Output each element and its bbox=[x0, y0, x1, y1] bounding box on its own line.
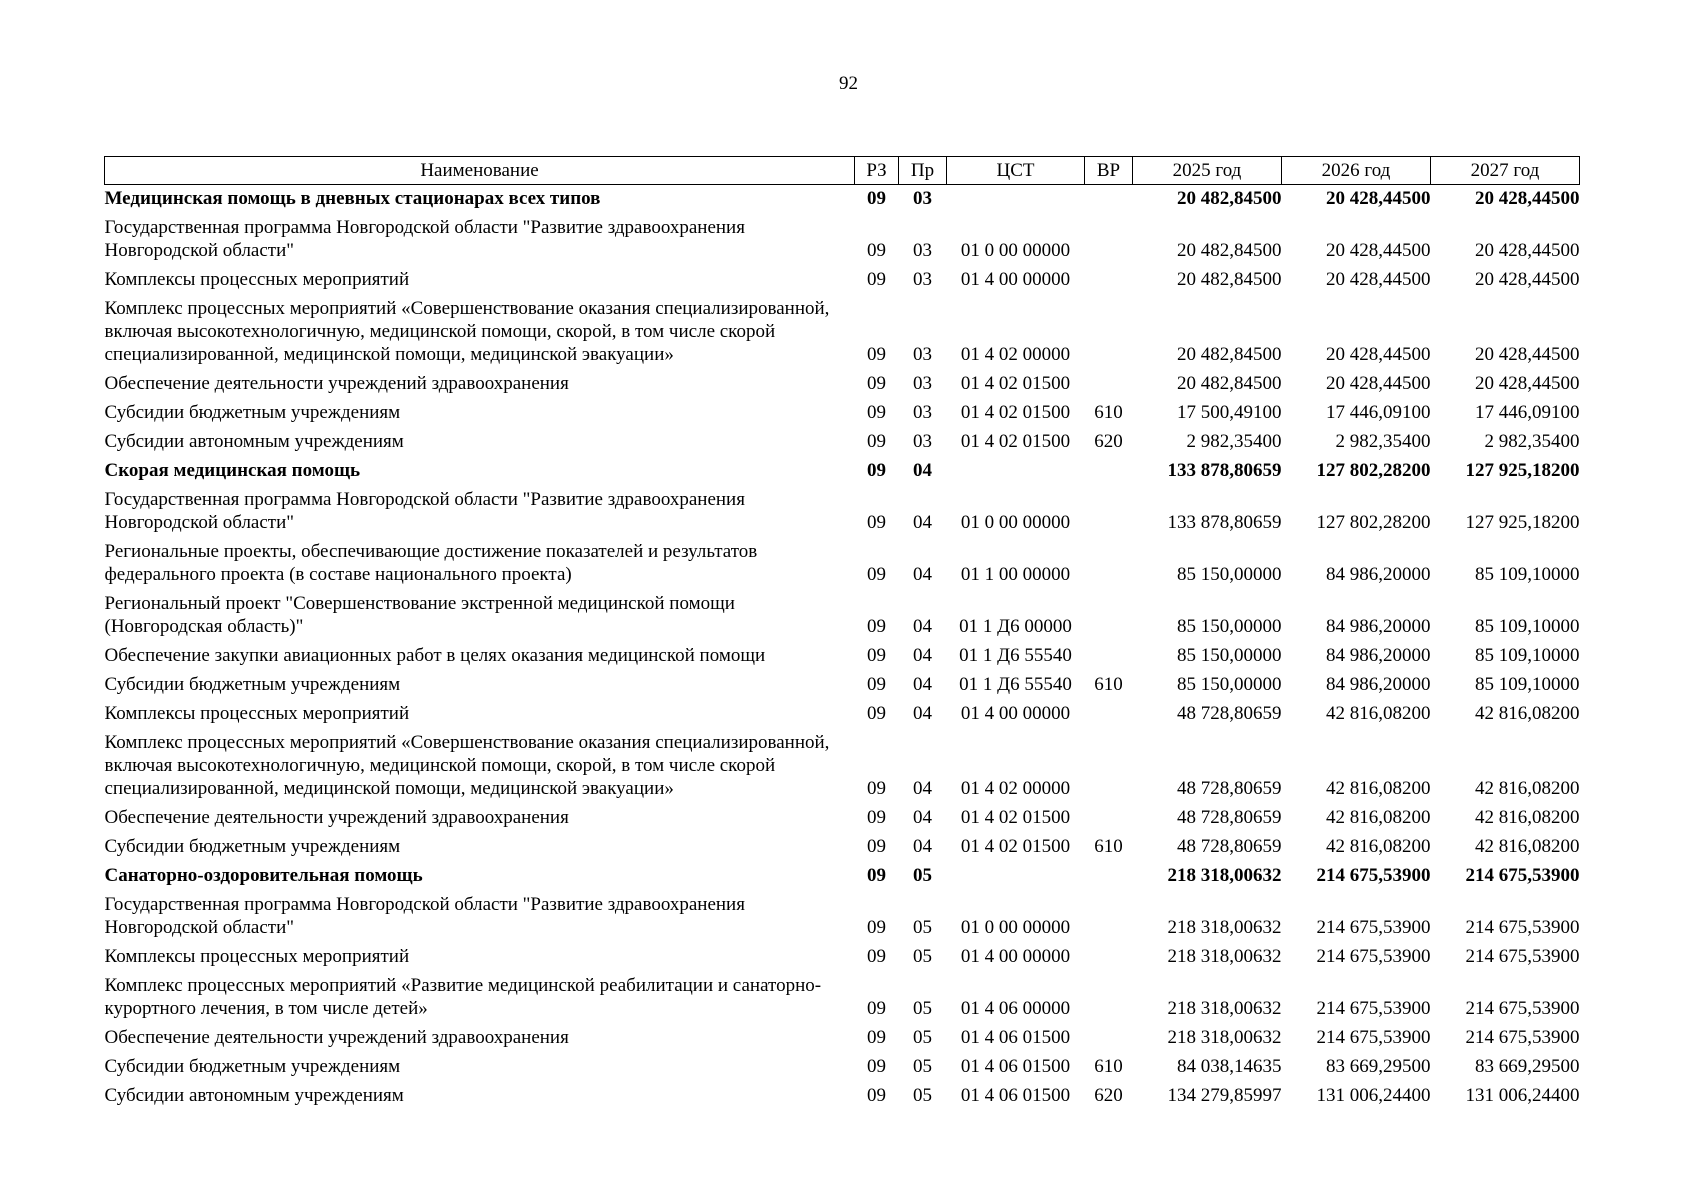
row-name: Комплекс процессных мероприятий «Совершенствование оказания специализированной, включая высокотехнологичную, медицинской помощи, скорой, в том числе скорой специализированной, медицинской помощи, медицинской эвакуации» bbox=[104, 732, 830, 799]
table-row bbox=[105, 972, 1580, 1024]
row-cst: 01 4 06 00000 bbox=[960, 998, 1071, 1019]
row-amount-2025: 85 150,00000 bbox=[1177, 616, 1282, 637]
row-name: Региональный проект "Совершенствование экстренной медицинской помощи (Новгородская область)" bbox=[104, 593, 735, 637]
row-pr: 04 bbox=[913, 564, 932, 585]
row-cst: 01 1 Д6 55540 bbox=[959, 674, 1072, 695]
header-name: Наименование bbox=[105, 157, 855, 185]
row-amount-2027: 17 446,09100 bbox=[1475, 402, 1580, 423]
table-row-section bbox=[105, 862, 1580, 891]
row-cst: 01 0 00 00000 bbox=[960, 240, 1071, 261]
table-row bbox=[105, 370, 1580, 399]
row-name: Государственная программа Новгородской области "Развитие здравоохранения Новгородской области" bbox=[104, 489, 745, 533]
row-amount-2027: 20 428,44500 bbox=[1475, 240, 1580, 261]
row-vr bbox=[1085, 370, 1133, 399]
row-rz: 09 bbox=[867, 1085, 886, 1106]
row-vr bbox=[1085, 295, 1133, 370]
row-name: Комплексы процессных мероприятий bbox=[104, 946, 410, 967]
row-amount-2026: 20 428,44500 bbox=[1326, 188, 1431, 209]
row-vr bbox=[1085, 972, 1133, 1024]
row-amount-2027: 83 669,29500 bbox=[1475, 1056, 1580, 1077]
row-pr: 05 bbox=[913, 1085, 932, 1106]
row-amount-2025: 133 878,80659 bbox=[1167, 460, 1282, 481]
row-cst: 01 4 02 01500 bbox=[960, 807, 1071, 828]
row-amount-2026: 84 986,20000 bbox=[1326, 564, 1431, 585]
row-cst: 01 1 00 00000 bbox=[960, 564, 1071, 585]
row-amount-2027: 214 675,53900 bbox=[1465, 998, 1580, 1019]
row-rz: 09 bbox=[867, 188, 886, 209]
row-vr bbox=[1085, 1024, 1133, 1053]
row-vr bbox=[1085, 266, 1133, 295]
row-vr: 620 bbox=[1094, 1085, 1123, 1106]
table-row-section bbox=[105, 185, 1580, 215]
table-row bbox=[105, 538, 1580, 590]
row-cst: 01 4 02 00000 bbox=[960, 778, 1071, 799]
row-name: Субсидии бюджетным учреждениям bbox=[104, 1056, 401, 1077]
row-name: Субсидии бюджетным учреждениям bbox=[104, 402, 401, 423]
row-amount-2025: 48 728,80659 bbox=[1177, 703, 1282, 724]
row-pr: 05 bbox=[913, 998, 932, 1019]
row-amount-2027: 127 925,18200 bbox=[1465, 460, 1580, 481]
row-amount-2027: 42 816,08200 bbox=[1475, 807, 1580, 828]
row-amount-2027: 20 428,44500 bbox=[1475, 269, 1580, 290]
row-rz: 09 bbox=[867, 616, 886, 637]
row-amount-2026: 42 816,08200 bbox=[1326, 703, 1431, 724]
row-amount-2026: 83 669,29500 bbox=[1326, 1056, 1431, 1077]
row-amount-2026: 2 982,35400 bbox=[1335, 431, 1431, 452]
row-amount-2027: 127 925,18200 bbox=[1465, 512, 1580, 533]
row-amount-2027: 42 816,08200 bbox=[1475, 703, 1580, 724]
table-row bbox=[105, 804, 1580, 833]
row-vr: 610 bbox=[1094, 836, 1123, 857]
row-vr bbox=[1085, 214, 1133, 266]
table-row bbox=[105, 700, 1580, 729]
row-rz: 09 bbox=[867, 946, 886, 967]
row-name: Региональные проекты, обеспечивающие достижение показателей и результатов федерального проекта (в составе национального проекта) bbox=[104, 541, 758, 585]
row-amount-2026: 127 802,28200 bbox=[1316, 460, 1431, 481]
row-cst: 01 4 00 00000 bbox=[960, 269, 1071, 290]
row-rz: 09 bbox=[867, 998, 886, 1019]
row-amount-2026: 214 675,53900 bbox=[1316, 998, 1431, 1019]
row-cst bbox=[947, 862, 1085, 891]
row-cst: 01 4 02 01500 bbox=[960, 431, 1071, 452]
row-amount-2025: 20 482,84500 bbox=[1177, 269, 1282, 290]
row-rz: 09 bbox=[867, 402, 886, 423]
row-cst bbox=[947, 457, 1085, 486]
row-vr: 620 bbox=[1094, 431, 1123, 452]
row-amount-2027: 42 816,08200 bbox=[1475, 778, 1580, 799]
row-name: Обеспечение деятельности учреждений здравоохранения bbox=[104, 807, 569, 828]
row-vr: 610 bbox=[1094, 674, 1123, 695]
row-rz: 09 bbox=[867, 836, 886, 857]
row-cst: 01 4 06 01500 bbox=[960, 1056, 1071, 1077]
row-rz: 09 bbox=[867, 917, 886, 938]
row-amount-2027: 85 109,10000 bbox=[1475, 564, 1580, 585]
row-amount-2025: 2 982,35400 bbox=[1186, 431, 1282, 452]
row-name: Субсидии бюджетным учреждениям bbox=[104, 674, 401, 695]
row-cst: 01 4 06 01500 bbox=[960, 1027, 1071, 1048]
row-cst: 01 4 06 01500 bbox=[960, 1085, 1071, 1106]
row-amount-2027: 85 109,10000 bbox=[1475, 645, 1580, 666]
row-amount-2026: 214 675,53900 bbox=[1316, 946, 1431, 967]
row-amount-2025: 85 150,00000 bbox=[1177, 645, 1282, 666]
row-pr: 03 bbox=[913, 431, 932, 452]
row-amount-2027: 214 675,53900 bbox=[1465, 946, 1580, 967]
row-pr: 03 bbox=[913, 188, 932, 209]
row-amount-2026: 20 428,44500 bbox=[1326, 373, 1431, 394]
table-row bbox=[105, 295, 1580, 370]
row-pr: 05 bbox=[913, 1027, 932, 1048]
row-rz: 09 bbox=[867, 674, 886, 695]
row-rz: 09 bbox=[867, 344, 886, 365]
row-name: Комплексы процессных мероприятий bbox=[104, 703, 410, 724]
row-pr: 04 bbox=[913, 460, 932, 481]
row-amount-2026: 214 675,53900 bbox=[1316, 917, 1431, 938]
row-amount-2027: 131 006,24400 bbox=[1465, 1085, 1580, 1106]
row-rz: 09 bbox=[867, 1027, 886, 1048]
row-cst: 01 4 02 01500 bbox=[960, 373, 1071, 394]
row-pr: 04 bbox=[913, 703, 932, 724]
row-name: Обеспечение деятельности учреждений здравоохранения bbox=[104, 1027, 569, 1048]
row-vr bbox=[1085, 804, 1133, 833]
row-vr bbox=[1085, 943, 1133, 972]
table-row bbox=[105, 214, 1580, 266]
row-name: Комплекс процессных мероприятий «Развитие медицинской реабилитации и санаторно-курортного лечения, в том числе детей» bbox=[104, 975, 822, 1019]
row-pr: 05 bbox=[913, 1056, 932, 1077]
row-amount-2025: 218 318,00632 bbox=[1167, 998, 1282, 1019]
row-amount-2026: 84 986,20000 bbox=[1326, 616, 1431, 637]
row-rz: 09 bbox=[867, 645, 886, 666]
row-amount-2025: 85 150,00000 bbox=[1177, 564, 1282, 585]
row-vr bbox=[1085, 457, 1133, 486]
row-cst bbox=[947, 185, 1085, 215]
row-amount-2025: 20 482,84500 bbox=[1177, 344, 1282, 365]
header-2025: 2025 год bbox=[1133, 157, 1282, 185]
row-amount-2026: 127 802,28200 bbox=[1316, 512, 1431, 533]
row-amount-2026: 42 816,08200 bbox=[1326, 807, 1431, 828]
row-amount-2027: 20 428,44500 bbox=[1475, 188, 1580, 209]
row-amount-2027: 214 675,53900 bbox=[1465, 1027, 1580, 1048]
row-amount-2025: 20 482,84500 bbox=[1177, 188, 1282, 209]
row-pr: 04 bbox=[913, 836, 932, 857]
row-name: Субсидии бюджетным учреждениям bbox=[104, 836, 401, 857]
table-row bbox=[105, 1082, 1580, 1111]
row-amount-2025: 218 318,00632 bbox=[1167, 946, 1282, 967]
table-row bbox=[105, 590, 1580, 642]
header-2026: 2026 год bbox=[1282, 157, 1431, 185]
row-cst: 01 0 00 00000 bbox=[960, 512, 1071, 533]
row-amount-2025: 48 728,80659 bbox=[1177, 807, 1282, 828]
row-cst: 01 4 00 00000 bbox=[960, 946, 1071, 967]
row-rz: 09 bbox=[867, 431, 886, 452]
row-rz: 09 bbox=[867, 269, 886, 290]
row-pr: 04 bbox=[913, 807, 932, 828]
table-header bbox=[105, 157, 1580, 185]
row-name: Медицинская помощь в дневных стационарах всех типов bbox=[104, 188, 601, 209]
row-amount-2027: 20 428,44500 bbox=[1475, 344, 1580, 365]
row-vr bbox=[1085, 590, 1133, 642]
row-amount-2025: 218 318,00632 bbox=[1167, 1027, 1282, 1048]
row-amount-2026: 84 986,20000 bbox=[1326, 645, 1431, 666]
row-amount-2027: 20 428,44500 bbox=[1475, 373, 1580, 394]
header-rz: РЗ bbox=[855, 157, 899, 185]
row-cst: 01 4 02 00000 bbox=[960, 344, 1071, 365]
row-vr bbox=[1085, 891, 1133, 943]
row-amount-2025: 133 878,80659 bbox=[1167, 512, 1282, 533]
row-pr: 04 bbox=[913, 512, 932, 533]
row-rz: 09 bbox=[867, 703, 886, 724]
row-vr bbox=[1085, 185, 1133, 215]
row-cst: 01 4 02 01500 bbox=[960, 402, 1071, 423]
row-vr bbox=[1085, 862, 1133, 891]
row-pr: 05 bbox=[913, 917, 932, 938]
row-amount-2025: 218 318,00632 bbox=[1167, 865, 1282, 886]
row-amount-2025: 20 482,84500 bbox=[1177, 240, 1282, 261]
row-amount-2025: 17 500,49100 bbox=[1177, 402, 1282, 423]
row-amount-2025: 134 279,85997 bbox=[1167, 1085, 1282, 1106]
row-amount-2027: 2 982,35400 bbox=[1484, 431, 1580, 452]
header-pr: Пр bbox=[899, 157, 947, 185]
row-vr bbox=[1085, 486, 1133, 538]
row-amount-2025: 20 482,84500 bbox=[1177, 373, 1282, 394]
row-pr: 04 bbox=[913, 616, 932, 637]
row-cst: 01 4 02 01500 bbox=[960, 836, 1071, 857]
row-pr: 03 bbox=[913, 240, 932, 261]
table-body bbox=[105, 185, 1580, 1112]
row-amount-2026: 20 428,44500 bbox=[1326, 240, 1431, 261]
row-amount-2026: 214 675,53900 bbox=[1316, 865, 1431, 886]
row-amount-2026: 20 428,44500 bbox=[1326, 269, 1431, 290]
row-amount-2026: 84 986,20000 bbox=[1326, 674, 1431, 695]
table-row bbox=[105, 833, 1580, 862]
table-row bbox=[105, 943, 1580, 972]
table-row bbox=[105, 729, 1580, 804]
row-vr bbox=[1085, 642, 1133, 671]
row-vr: 610 bbox=[1094, 1056, 1123, 1077]
table-row bbox=[105, 486, 1580, 538]
row-pr: 04 bbox=[913, 778, 932, 799]
row-name: Комплексы процессных мероприятий bbox=[104, 269, 410, 290]
row-pr: 03 bbox=[913, 373, 932, 394]
row-amount-2025: 218 318,00632 bbox=[1167, 917, 1282, 938]
row-amount-2027: 42 816,08200 bbox=[1475, 836, 1580, 857]
header-row bbox=[105, 157, 1580, 185]
row-rz: 09 bbox=[867, 1056, 886, 1077]
row-amount-2026: 20 428,44500 bbox=[1326, 344, 1431, 365]
row-cst: 01 1 Д6 55540 bbox=[959, 645, 1072, 666]
row-rz: 09 bbox=[867, 460, 886, 481]
row-name: Скорая медицинская помощь bbox=[104, 460, 361, 481]
row-cst: 01 1 Д6 00000 bbox=[959, 616, 1072, 637]
table-row bbox=[105, 1053, 1580, 1082]
row-rz: 09 bbox=[867, 807, 886, 828]
row-pr: 03 bbox=[913, 344, 932, 365]
table-row bbox=[105, 1024, 1580, 1053]
table-row bbox=[105, 399, 1580, 428]
table-row bbox=[105, 671, 1580, 700]
budget-table bbox=[104, 156, 1580, 1111]
row-pr: 03 bbox=[913, 269, 932, 290]
header-2027: 2027 год bbox=[1431, 157, 1580, 185]
row-vr bbox=[1085, 729, 1133, 804]
row-vr bbox=[1085, 700, 1133, 729]
row-name: Субсидии автономным учреждениям bbox=[104, 1085, 404, 1106]
row-name: Санаторно-оздоровительная помощь bbox=[104, 865, 423, 886]
row-amount-2027: 85 109,10000 bbox=[1475, 674, 1580, 695]
row-amount-2025: 48 728,80659 bbox=[1177, 836, 1282, 857]
row-amount-2025: 48 728,80659 bbox=[1177, 778, 1282, 799]
table-row bbox=[105, 891, 1580, 943]
row-amount-2026: 131 006,24400 bbox=[1316, 1085, 1431, 1106]
row-amount-2025: 85 150,00000 bbox=[1177, 674, 1282, 695]
row-name: Государственная программа Новгородской области "Развитие здравоохранения Новгородской области" bbox=[104, 217, 745, 261]
row-name: Обеспечение деятельности учреждений здравоохранения bbox=[104, 373, 569, 394]
row-amount-2026: 42 816,08200 bbox=[1326, 836, 1431, 857]
row-amount-2027: 214 675,53900 bbox=[1465, 917, 1580, 938]
row-amount-2026: 17 446,09100 bbox=[1326, 402, 1431, 423]
row-amount-2026: 214 675,53900 bbox=[1316, 1027, 1431, 1048]
table-row-section bbox=[105, 457, 1580, 486]
row-pr: 04 bbox=[913, 645, 932, 666]
row-pr: 04 bbox=[913, 674, 932, 695]
row-rz: 09 bbox=[867, 512, 886, 533]
row-name: Комплекс процессных мероприятий «Совершенствование оказания специализированной, включая высокотехнологичную, медицинской помощи, скорой, в том числе скорой специализированной, медицинской помощи, медицинской эвакуации» bbox=[104, 298, 830, 365]
row-rz: 09 bbox=[867, 778, 886, 799]
table-row bbox=[105, 428, 1580, 457]
row-cst: 01 4 00 00000 bbox=[960, 703, 1071, 724]
row-amount-2027: 214 675,53900 bbox=[1465, 865, 1580, 886]
row-rz: 09 bbox=[867, 865, 886, 886]
table-row bbox=[105, 642, 1580, 671]
row-name: Государственная программа Новгородской области "Развитие здравоохранения Новгородской области" bbox=[104, 894, 745, 938]
page-number: 92 bbox=[839, 73, 858, 94]
header-vr: ВР bbox=[1085, 157, 1133, 185]
row-vr: 610 bbox=[1094, 402, 1123, 423]
row-rz: 09 bbox=[867, 564, 886, 585]
row-pr: 05 bbox=[913, 946, 932, 967]
row-name: Обеспечение закупки авиационных работ в целях оказания медицинской помощи bbox=[104, 645, 766, 666]
row-rz: 09 bbox=[867, 373, 886, 394]
row-amount-2026: 42 816,08200 bbox=[1326, 778, 1431, 799]
row-rz: 09 bbox=[867, 240, 886, 261]
row-name: Субсидии автономным учреждениям bbox=[104, 431, 404, 452]
row-vr bbox=[1085, 538, 1133, 590]
header-cst: ЦСТ bbox=[947, 157, 1085, 185]
row-pr: 05 bbox=[913, 865, 932, 886]
row-amount-2027: 85 109,10000 bbox=[1475, 616, 1580, 637]
row-cst: 01 0 00 00000 bbox=[960, 917, 1071, 938]
row-pr: 03 bbox=[913, 402, 932, 423]
table-row bbox=[105, 266, 1580, 295]
row-amount-2025: 84 038,14635 bbox=[1177, 1056, 1282, 1077]
